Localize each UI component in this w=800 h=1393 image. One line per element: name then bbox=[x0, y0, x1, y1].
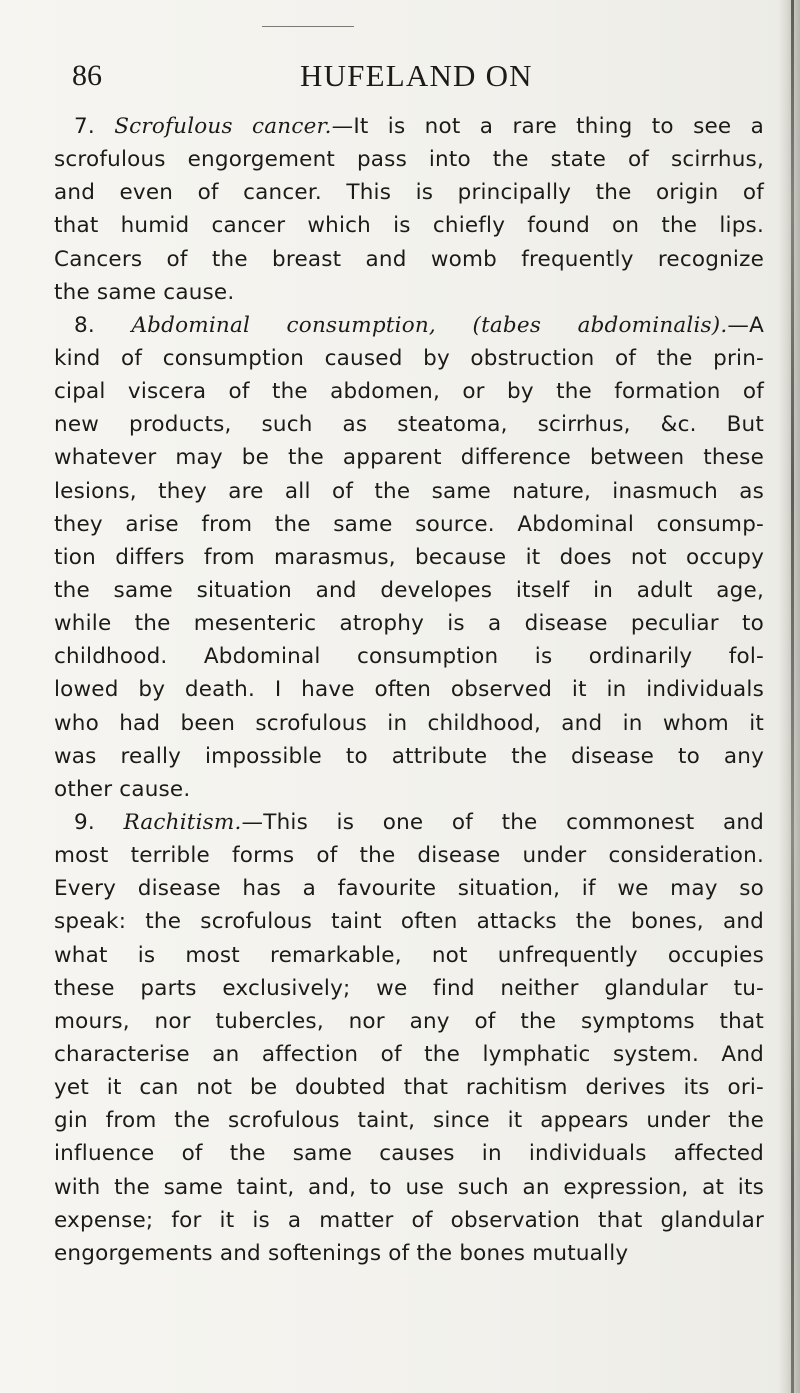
text-line bbox=[54, 806, 764, 839]
text-line bbox=[54, 276, 764, 309]
text-line bbox=[54, 1104, 764, 1137]
text-line bbox=[54, 939, 764, 972]
text-line bbox=[54, 508, 764, 541]
text-line bbox=[54, 309, 764, 342]
text-segment: childhood. Abdominal consumption is ordinarily fol- bbox=[54, 644, 764, 670]
text-segment: new products, such as steatoma, scirrhus, &c. But bbox=[54, 412, 764, 438]
text-line bbox=[54, 110, 764, 143]
text-line bbox=[54, 1005, 764, 1038]
text-segment: 7. bbox=[74, 114, 115, 139]
text-line bbox=[54, 839, 764, 872]
text-line bbox=[54, 541, 764, 574]
text-segment: Cancers of the breast and womb frequently recognize bbox=[54, 246, 764, 272]
text-segment: gin from the scrofulous taint, since it appears under the bbox=[54, 1108, 764, 1134]
text-segment: 9. bbox=[74, 809, 124, 835]
text-line bbox=[54, 1071, 764, 1104]
text-segment: lesions, they are all of the same nature, inasmuch as bbox=[54, 478, 764, 504]
text-segment: 8. bbox=[74, 312, 132, 338]
text-segment: other cause. bbox=[54, 776, 191, 802]
text-segment: engorgements and softenings of the bones mutually bbox=[54, 1240, 629, 1266]
text-segment: expense; for it is a matter of observation that glandular bbox=[54, 1207, 764, 1233]
text-line bbox=[54, 342, 764, 375]
text-line bbox=[54, 607, 764, 640]
page-number: 86 bbox=[72, 59, 102, 92]
text-segment: what is most remarkable, not unfrequently occupies bbox=[54, 942, 764, 968]
text-line bbox=[54, 1204, 764, 1237]
text-segment: the same cause. bbox=[54, 279, 235, 305]
text-line bbox=[54, 375, 764, 408]
running-head: HUFELAND ON bbox=[300, 58, 533, 93]
italic-heading: Rachitism. bbox=[123, 809, 242, 835]
text-line bbox=[54, 1171, 764, 1204]
text-segment: the same situation and developes itself in adult age, bbox=[54, 577, 764, 603]
text-segment: speak: the scrofulous taint often attacks the bones, and bbox=[54, 909, 764, 935]
text-segment: mours, nor tubercles, nor any of the symptoms that bbox=[54, 1008, 764, 1034]
text-segment: yet it can not be doubted that rachitism derives its ori- bbox=[54, 1075, 764, 1101]
text-segment: while the mesenteric atrophy is a disease peculiar to bbox=[54, 611, 764, 637]
text-segment: —A bbox=[727, 312, 764, 338]
text-line bbox=[54, 143, 764, 176]
text-line bbox=[54, 1137, 764, 1170]
text-line bbox=[54, 176, 764, 209]
paragraph bbox=[54, 806, 764, 1270]
text-segment: —It is not a rare thing to see a bbox=[331, 114, 764, 139]
top-rule bbox=[262, 26, 354, 27]
text-segment: kind of consumption caused by obstruction of the prin- bbox=[54, 345, 764, 371]
text-segment: whatever may be the apparent difference between these bbox=[54, 445, 764, 471]
italic-heading: Scrofulous cancer. bbox=[114, 114, 332, 139]
text-line bbox=[54, 1237, 764, 1270]
text-line bbox=[54, 905, 764, 938]
text-segment: they arise from the same source. Abdominal consump- bbox=[54, 511, 764, 537]
text-line bbox=[54, 972, 764, 1005]
text-segment: —This is one of the commonest and bbox=[241, 809, 764, 835]
text-segment: most terrible forms of the disease under consideration. bbox=[54, 843, 764, 869]
italic-heading: Abdominal consumption, (tabes abdominalis). bbox=[131, 312, 728, 338]
text-line bbox=[54, 475, 764, 508]
text-line bbox=[54, 740, 764, 773]
text-segment: lowed by death. I have often observed it in individuals bbox=[54, 677, 764, 703]
text-segment: characterise an affection of the lymphatic system. And bbox=[54, 1041, 764, 1067]
text-segment: tion differs from marasmus, because it does not occupy bbox=[54, 544, 764, 570]
text-line bbox=[54, 872, 764, 905]
text-segment: cipal viscera of the abdomen, or by the formation of bbox=[54, 379, 764, 405]
text-line bbox=[54, 574, 764, 607]
text-segment: that humid cancer which is chiefly found on the lips. bbox=[54, 213, 764, 239]
page-edge-shadow bbox=[778, 0, 800, 1393]
text-line bbox=[54, 441, 764, 474]
text-line bbox=[54, 408, 764, 441]
text-line bbox=[54, 209, 764, 242]
text-segment: with the same taint, and, to use such an expression, at its bbox=[54, 1174, 764, 1200]
page-header bbox=[72, 58, 762, 98]
page-edge bbox=[791, 0, 794, 1393]
text-segment: scrofulous engorgement pass into the state of scirrhus, bbox=[54, 147, 764, 173]
text-line bbox=[54, 707, 764, 740]
text-line bbox=[54, 243, 764, 276]
text-line bbox=[54, 1038, 764, 1071]
paragraph bbox=[54, 110, 764, 309]
text-segment: these parts exclusively; we find neither glandular tu- bbox=[54, 975, 764, 1001]
text-line bbox=[54, 673, 764, 706]
text-segment: Every disease has a favourite situation, if we may so bbox=[54, 876, 764, 902]
text-segment: and even of cancer. This is principally the origin of bbox=[54, 180, 764, 206]
text-line bbox=[54, 773, 764, 806]
text-segment: who had been scrofulous in childhood, and in whom it bbox=[54, 710, 764, 736]
paragraph bbox=[54, 309, 764, 806]
text-segment: was really impossible to attribute the disease to any bbox=[54, 743, 764, 769]
body-text bbox=[54, 110, 764, 1270]
text-segment: influence of the same causes in individuals affected bbox=[54, 1141, 764, 1167]
text-line bbox=[54, 640, 764, 673]
